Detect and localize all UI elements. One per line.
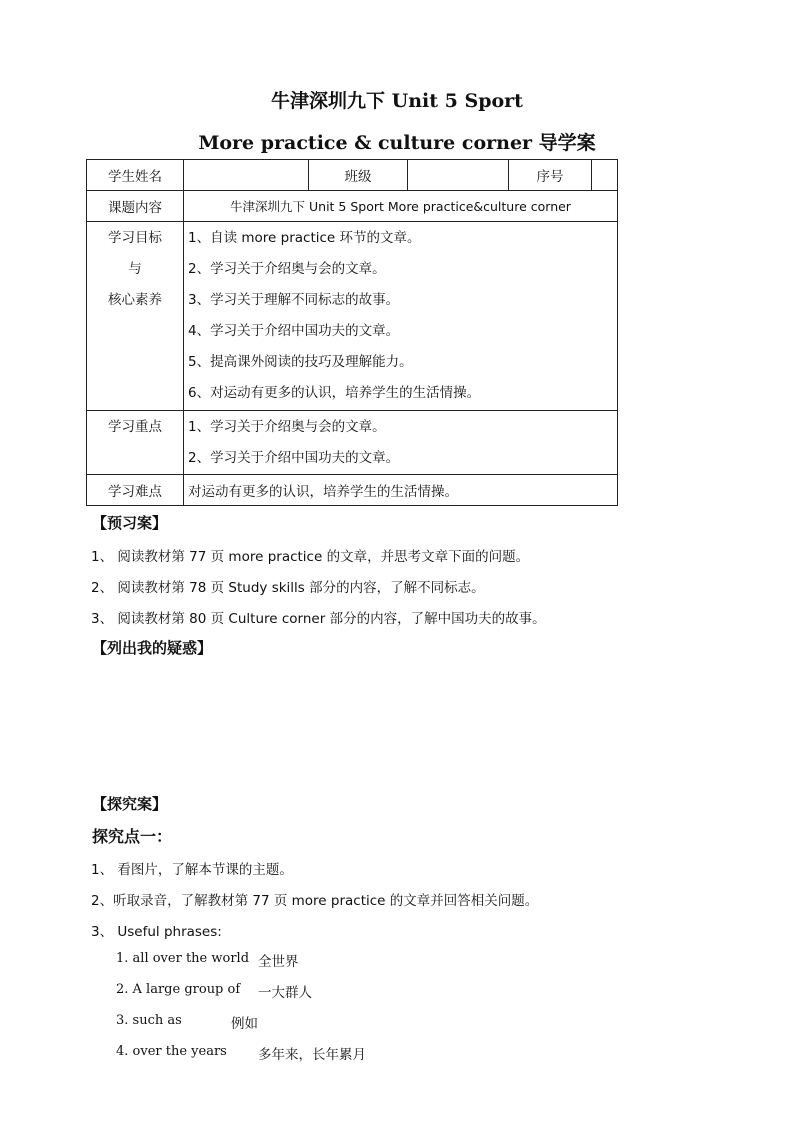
preview-item: 3、 阅读教材第 80 页 Culture corner 部分的内容，了解中国功夫的故事。	[91, 611, 546, 627]
list-item: 5、提高课外阅读的技巧及理解能力。	[188, 354, 413, 370]
phrase-zh: 一大群人	[258, 985, 312, 1001]
difficulty-value: 对运动有更多的认识，培养学生的生活情操。	[184, 475, 618, 506]
title-line-2: More practice & culture corner 导学案	[198, 132, 596, 154]
table-row	[87, 411, 618, 475]
name-label: 学生姓名	[87, 160, 184, 191]
phrase-en: 3. such as	[116, 1013, 182, 1028]
goals-label-line: 核心素养	[108, 292, 162, 308]
topic-value: 牛津深圳九下 Unit 5 Sport More practice&culture corner	[184, 191, 618, 222]
phrase-zh: 多年来，长年累月	[258, 1047, 366, 1063]
doubts-heading: 【列出我的疑惑】	[92, 639, 213, 657]
topic-label: 课题内容	[87, 191, 184, 222]
explore-item: 1、 看图片，了解本节课的主题。	[91, 862, 293, 878]
list-item: 4、学习关于介绍中国功夫的文章。	[188, 323, 400, 339]
phrase-zh: 全世界	[258, 954, 299, 970]
preview-heading: 【预习案】	[92, 514, 168, 532]
table-row	[87, 475, 618, 506]
explore-item: 2、听取录音，了解教材第 77 页 more practice 的文章并回答相关问题。	[91, 893, 539, 909]
seat-label: 序号	[509, 160, 592, 191]
explore-point-title: 探究点一：	[92, 827, 173, 846]
explore-heading: 【探究案】	[92, 795, 168, 813]
class-label: 班级	[309, 160, 408, 191]
name-field[interactable]	[184, 160, 309, 191]
phrase-row	[116, 951, 299, 970]
list-item: 2、学习关于介绍奥与会的文章。	[188, 261, 386, 277]
key-points-list	[184, 411, 618, 475]
difficulty-label: 学习难点	[87, 475, 184, 506]
table-row	[87, 160, 618, 191]
phrase-row	[116, 1013, 258, 1032]
phrase-row	[116, 1044, 366, 1063]
info-table	[86, 159, 618, 506]
table-row	[87, 191, 618, 222]
phrase-en: 2. A large group of	[116, 982, 241, 997]
preview-item: 2、 阅读教材第 78 页 Study skills 部分的内容，了解不同标志。	[91, 580, 485, 596]
goals-label	[87, 222, 184, 411]
explore-item: 3、 Useful phrases:	[91, 924, 222, 940]
phrase-zh: 例如	[231, 1016, 258, 1032]
preview-item: 1、 阅读教材第 77 页 more practice 的文章，并思考文章下面的问题。	[91, 549, 530, 565]
title-line-1: 牛津深圳九下 Unit 5 Sport	[271, 90, 523, 112]
list-item: 6、对运动有更多的认识，培养学生的生活情操。	[188, 385, 481, 401]
goals-list	[184, 222, 618, 411]
goals-label-line: 学习目标	[108, 230, 162, 246]
class-field[interactable]	[408, 160, 509, 191]
list-item: 1、学习关于介绍奥与会的文章。	[188, 419, 386, 435]
phrase-en: 1. all over the world	[116, 951, 250, 966]
seat-field[interactable]	[592, 160, 618, 191]
table-row	[87, 222, 618, 411]
list-item: 3、学习关于理解不同标志的故事。	[188, 292, 400, 308]
goals-label-line: 与	[128, 261, 142, 277]
phrase-row	[116, 982, 312, 1001]
phrase-en: 4. over the years	[116, 1044, 227, 1059]
key-label: 学习重点	[87, 411, 184, 475]
list-item: 1、自读 more practice 环节的文章。	[188, 230, 421, 246]
list-item: 2、学习关于介绍中国功夫的文章。	[188, 450, 400, 466]
